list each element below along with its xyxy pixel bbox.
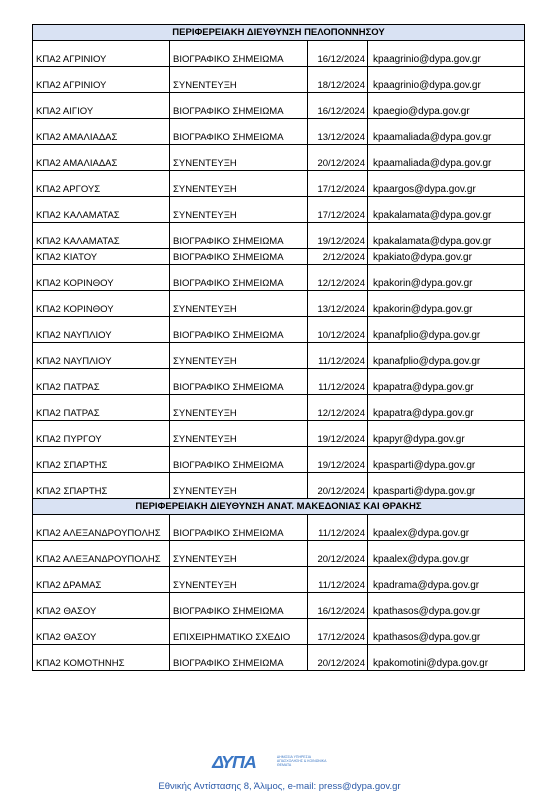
email-cell: kpaamaliada@dypa.gov.gr <box>368 145 525 171</box>
page-footer <box>0 752 559 792</box>
type-cell: ΣΥΝΕΝΤΕΥΞΗ <box>170 343 308 369</box>
type-cell: ΕΠΙΧΕΙΡΗΜΑΤΙΚΟ ΣΧΕΔΙΟ <box>170 619 308 645</box>
office-cell: ΚΠΑ2 ΘΑΣΟΥ <box>33 619 170 645</box>
type-cell: ΣΥΝΕΝΤΕΥΞΗ <box>170 67 308 93</box>
type-cell: ΣΥΝΕΝΤΕΥΞΗ <box>170 541 308 567</box>
table-row <box>33 291 525 317</box>
office-cell: ΚΠΑ2 ΑΜΑΛΙΑΔΑΣ <box>33 145 170 171</box>
type-cell: ΒΙΟΓΡΑΦΙΚΟ ΣΗΜΕΙΩΜΑ <box>170 515 308 541</box>
table-row <box>33 67 525 93</box>
email-cell: kpaamaliada@dypa.gov.gr <box>368 119 525 145</box>
type-cell: ΒΙΟΓΡΑΦΙΚΟ ΣΗΜΕΙΩΜΑ <box>170 447 308 473</box>
offices-table <box>32 24 525 671</box>
type-cell: ΒΙΟΓΡΑΦΙΚΟ ΣΗΜΕΙΩΜΑ <box>170 265 308 291</box>
office-cell: ΚΠΑ2 ΚΟΜΟΤΗΝΗΣ <box>33 645 170 671</box>
table-row <box>33 223 525 249</box>
date-cell: 17/12/2024 <box>308 197 368 223</box>
date-cell: 10/12/2024 <box>308 317 368 343</box>
table-row <box>33 171 525 197</box>
email-cell: kpaargos@dypa.gov.gr <box>368 171 525 197</box>
email-cell: kpapatra@dypa.gov.gr <box>368 369 525 395</box>
date-cell: 13/12/2024 <box>308 119 368 145</box>
email-cell: kpakiato@dypa.gov.gr <box>368 249 525 265</box>
section-header-row <box>33 25 525 41</box>
table-row <box>33 41 525 67</box>
type-cell: ΣΥΝΕΝΤΕΥΞΗ <box>170 567 308 593</box>
office-cell: ΚΠΑ2 ΑΜΑΛΙΑΔΑΣ <box>33 119 170 145</box>
document-page <box>32 24 524 671</box>
email-cell: kpanafplio@dypa.gov.gr <box>368 317 525 343</box>
date-cell: 16/12/2024 <box>308 93 368 119</box>
table-row <box>33 395 525 421</box>
footer-address: Εθνικής Αντίστασης 8, Άλιμος, e-mail: press@dypa.gov.gr <box>158 781 401 792</box>
office-cell: ΚΠΑ2 ΣΠΑΡΤΗΣ <box>33 473 170 499</box>
type-cell: ΣΥΝΕΝΤΕΥΞΗ <box>170 197 308 223</box>
office-cell: ΚΠΑ2 ΚΙΑΤΟΥ <box>33 249 170 265</box>
dypa-logo-subtitle: ΔΗΜΟΣΙΑ ΥΠΗΡΕΣΙΑ ΑΠΑΣΧΟΛΗΣΗΣ & ΚΟΙΝΩΝΙΚΑ ΘΕΜΑΤΑ <box>276 755 327 767</box>
type-cell: ΒΙΟΓΡΑΦΙΚΟ ΣΗΜΕΙΩΜΑ <box>170 119 308 145</box>
email-cell: kpakorin@dypa.gov.gr <box>368 291 525 317</box>
table-row <box>33 197 525 223</box>
type-cell: ΒΙΟΓΡΑΦΙΚΟ ΣΗΜΕΙΩΜΑ <box>170 593 308 619</box>
table-row <box>33 619 525 645</box>
email-cell: kpaagrinio@dypa.gov.gr <box>368 41 525 67</box>
table-row <box>33 593 525 619</box>
date-cell: 11/12/2024 <box>308 369 368 395</box>
type-cell: ΣΥΝΕΝΤΕΥΞΗ <box>170 145 308 171</box>
office-cell: ΚΠΑ2 ΚΟΡΙΝΘΟΥ <box>33 265 170 291</box>
type-cell: ΒΙΟΓΡΑΦΙΚΟ ΣΗΜΕΙΩΜΑ <box>170 249 308 265</box>
office-cell: ΚΠΑ2 ΠΑΤΡΑΣ <box>33 395 170 421</box>
table-row <box>33 317 525 343</box>
type-cell: ΒΙΟΓΡΑΦΙΚΟ ΣΗΜΕΙΩΜΑ <box>170 645 308 671</box>
table-row <box>33 447 525 473</box>
date-cell: 17/12/2024 <box>308 171 368 197</box>
email-cell: kpapatra@dypa.gov.gr <box>368 395 525 421</box>
date-cell: 13/12/2024 <box>308 291 368 317</box>
email-cell: kpaalex@dypa.gov.gr <box>368 541 525 567</box>
email-cell: kpaagrinio@dypa.gov.gr <box>368 67 525 93</box>
type-cell: ΒΙΟΓΡΑΦΙΚΟ ΣΗΜΕΙΩΜΑ <box>170 317 308 343</box>
office-cell: ΚΠΑ2 ΚΑΛΑΜΑΤΑΣ <box>33 197 170 223</box>
type-cell: ΣΥΝΕΝΤΕΥΞΗ <box>170 291 308 317</box>
date-cell: 18/12/2024 <box>308 67 368 93</box>
date-cell: 19/12/2024 <box>308 223 368 249</box>
date-cell: 16/12/2024 <box>308 41 368 67</box>
date-cell: 11/12/2024 <box>308 567 368 593</box>
office-cell: ΚΠΑ2 ΝΑΥΠΛΙΟΥ <box>33 317 170 343</box>
office-cell: ΚΠΑ2 ΚΟΡΙΝΘΟΥ <box>33 291 170 317</box>
type-cell: ΣΥΝΕΝΤΕΥΞΗ <box>170 171 308 197</box>
office-cell: ΚΠΑ2 ΘΑΣΟΥ <box>33 593 170 619</box>
date-cell: 20/12/2024 <box>308 541 368 567</box>
date-cell: 11/12/2024 <box>308 343 368 369</box>
email-cell: kpakomotini@dypa.gov.gr <box>368 645 525 671</box>
email-cell: kpakalamata@dypa.gov.gr <box>368 197 525 223</box>
office-cell: ΚΠΑ2 ΠΑΤΡΑΣ <box>33 369 170 395</box>
offices-table-body <box>33 25 525 671</box>
table-row <box>33 369 525 395</box>
office-cell: ΚΠΑ2 ΚΑΛΑΜΑΤΑΣ <box>33 223 170 249</box>
date-cell: 17/12/2024 <box>308 619 368 645</box>
email-cell: kpaalex@dypa.gov.gr <box>368 515 525 541</box>
office-cell: ΚΠΑ2 ΑΓΡΙΝΙΟΥ <box>33 41 170 67</box>
email-cell: kpakorin@dypa.gov.gr <box>368 265 525 291</box>
table-row <box>33 473 525 499</box>
section-header-row <box>33 499 525 515</box>
table-row <box>33 145 525 171</box>
office-cell: ΚΠΑ2 ΣΠΑΡΤΗΣ <box>33 447 170 473</box>
section-title: ΠΕΡΙΦΕΡΕΙΑΚΗ ΔΙΕΥΘΥΝΣΗ ΑΝΑΤ. ΜΑΚΕΔΟΝΙΑΣ ΚΑΙ ΘΡΑΚΗΣ <box>33 499 525 515</box>
date-cell: 20/12/2024 <box>308 145 368 171</box>
type-cell: ΒΙΟΓΡΑΦΙΚΟ ΣΗΜΕΙΩΜΑ <box>170 93 308 119</box>
email-cell: kpanafplio@dypa.gov.gr <box>368 343 525 369</box>
office-cell: ΚΠΑ2 ΑΡΓΟΥΣ <box>33 171 170 197</box>
date-cell: 19/12/2024 <box>308 447 368 473</box>
office-cell: ΚΠΑ2 ΑΙΓΙΟΥ <box>33 93 170 119</box>
email-cell: kpasparti@dypa.gov.gr <box>368 473 525 499</box>
date-cell: 16/12/2024 <box>308 593 368 619</box>
section-title: ΠΕΡΙΦΕΡΕΙΑΚΗ ΔΙΕΥΘΥΝΣΗ ΠΕΛΟΠΟΝΝΗΣΟΥ <box>33 25 525 41</box>
type-cell: ΒΙΟΓΡΑΦΙΚΟ ΣΗΜΕΙΩΜΑ <box>170 41 308 67</box>
table-row <box>33 265 525 291</box>
table-row <box>33 421 525 447</box>
email-cell: kpapyr@dypa.gov.gr <box>368 421 525 447</box>
dypa-logo: ΔΥΠΑ <box>212 752 256 772</box>
office-cell: ΚΠΑ2 ΠΥΡΓΟΥ <box>33 421 170 447</box>
email-cell: kpathasos@dypa.gov.gr <box>368 593 525 619</box>
table-row <box>33 343 525 369</box>
table-row <box>33 645 525 671</box>
table-row <box>33 119 525 145</box>
date-cell: 12/12/2024 <box>308 265 368 291</box>
email-cell: kpasparti@dypa.gov.gr <box>368 447 525 473</box>
office-cell: ΚΠΑ2 ΝΑΥΠΛΙΟΥ <box>33 343 170 369</box>
date-cell: 20/12/2024 <box>308 645 368 671</box>
office-cell: ΚΠΑ2 ΑΓΡΙΝΙΟΥ <box>33 67 170 93</box>
email-cell: kpathasos@dypa.gov.gr <box>368 619 525 645</box>
table-row <box>33 515 525 541</box>
footer-logo <box>0 752 559 773</box>
office-cell: ΚΠΑ2 ΑΛΕΞΑΝΔΡΟΥΠΟΛΗΣ <box>33 515 170 541</box>
date-cell: 11/12/2024 <box>308 515 368 541</box>
type-cell: ΣΥΝΕΝΤΕΥΞΗ <box>170 421 308 447</box>
type-cell: ΣΥΝΕΝΤΕΥΞΗ <box>170 473 308 499</box>
office-cell: ΚΠΑ2 ΑΛΕΞΑΝΔΡΟΥΠΟΛΗΣ <box>33 541 170 567</box>
date-cell: 12/12/2024 <box>308 395 368 421</box>
type-cell: ΒΙΟΓΡΑΦΙΚΟ ΣΗΜΕΙΩΜΑ <box>170 223 308 249</box>
date-cell: 2/12/2024 <box>308 249 368 265</box>
date-cell: 20/12/2024 <box>308 473 368 499</box>
email-cell: kpadrama@dypa.gov.gr <box>368 567 525 593</box>
office-cell: ΚΠΑ2 ΔΡΑΜΑΣ <box>33 567 170 593</box>
email-cell: kpakalamata@dypa.gov.gr <box>368 223 525 249</box>
email-cell: kpaegio@dypa.gov.gr <box>368 93 525 119</box>
table-row <box>33 567 525 593</box>
type-cell: ΒΙΟΓΡΑΦΙΚΟ ΣΗΜΕΙΩΜΑ <box>170 369 308 395</box>
table-row <box>33 249 525 265</box>
type-cell: ΣΥΝΕΝΤΕΥΞΗ <box>170 395 308 421</box>
date-cell: 19/12/2024 <box>308 421 368 447</box>
table-row <box>33 541 525 567</box>
table-row <box>33 93 525 119</box>
